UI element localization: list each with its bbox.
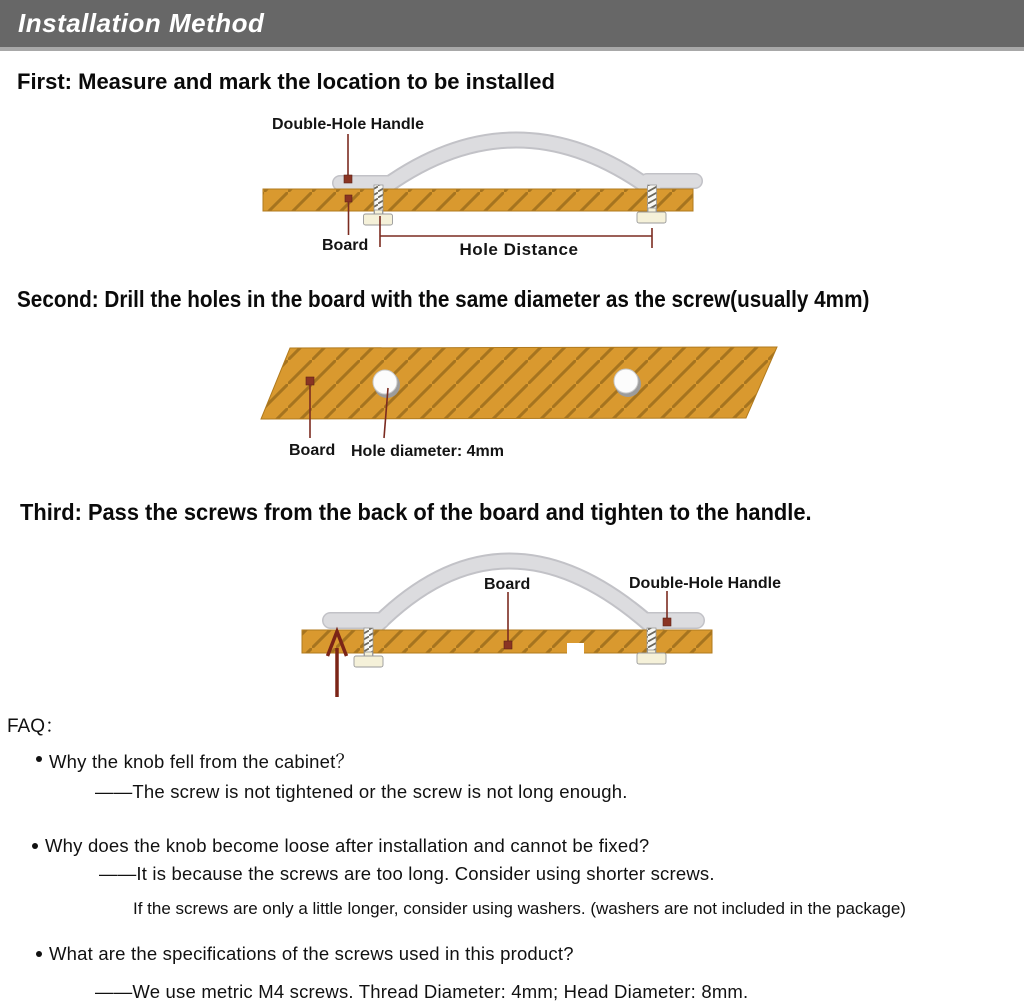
- board-notch: [567, 643, 584, 654]
- handle-illustration: [322, 561, 705, 630]
- board-illustration: [261, 347, 777, 419]
- label-hole-distance: Hole Distance: [459, 240, 579, 259]
- faq-answer-2b: If the screws are only a little longer, consider using washers. (washers are not included in the package): [133, 899, 906, 918]
- diagram3-screws-from-back: [302, 561, 781, 697]
- board-illustration: [263, 189, 693, 211]
- label-board: Board: [289, 442, 336, 459]
- faq-answer-1: ——The screw is not tightened or the screw is not long enough.: [95, 781, 628, 802]
- faq-question-2: Why does the knob become loose after installation and cannot be fixed?: [32, 835, 649, 857]
- handle-illustration: [332, 140, 703, 192]
- bullet-icon: [36, 951, 42, 957]
- marker-board: [306, 377, 314, 385]
- bullet-icon: [32, 843, 38, 849]
- faq-question-3: What are the specifications of the screws used in this product?: [36, 943, 574, 965]
- marker-board: [504, 641, 512, 649]
- faq-question-1: Why the knob fell from the cabinet？: [36, 748, 354, 774]
- faq-title: FAQ：: [7, 716, 65, 737]
- step2-heading: Second: Drill the holes in the board with the same diameter as the screw(usually 4mm): [17, 286, 870, 312]
- label-board: Board: [484, 576, 531, 593]
- label-hole-diameter: Hole diameter: 4mm: [351, 443, 504, 460]
- step3-heading: Third: Pass the screws from the back of the board and tighten to the handle.: [20, 499, 812, 525]
- label-board: Board: [322, 237, 369, 254]
- faq-answer-2: ——It is because the screws are too long. Consider using shorter screws.: [99, 863, 715, 884]
- marker-handle: [344, 175, 352, 183]
- step1-heading: First: Measure and mark the location to be installed: [17, 69, 555, 94]
- page-title: Installation Method: [18, 8, 265, 38]
- diagram2-drilled-board: [261, 347, 777, 460]
- label-double-hole-handle: Double-Hole Handle: [629, 575, 782, 592]
- faq-answer-3: ——We use metric M4 screws. Thread Diameter: 4mm; Head Diameter: 8mm.: [95, 981, 749, 1002]
- marker-handle: [663, 618, 671, 626]
- marker-board: [345, 195, 352, 202]
- diagram1-handle-on-board: [263, 116, 703, 259]
- bullet-icon: [36, 756, 42, 762]
- label-double-hole-handle: Double-Hole Handle: [272, 116, 425, 133]
